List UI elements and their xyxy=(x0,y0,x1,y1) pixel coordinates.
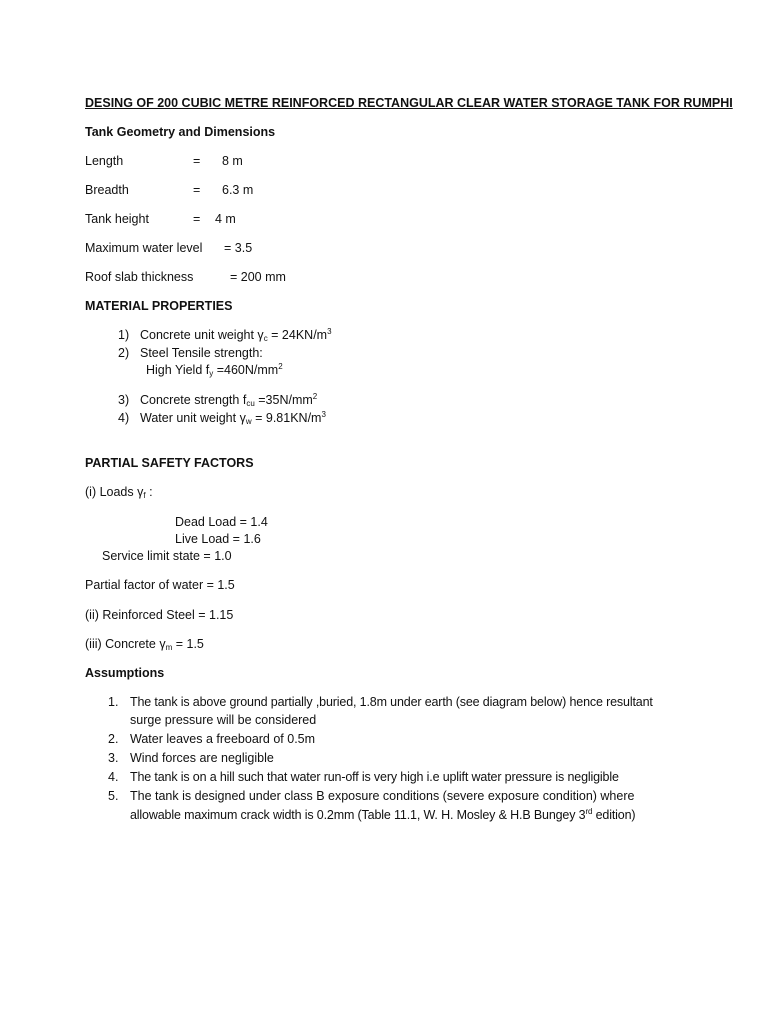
material-item-concrete-unit-weight xyxy=(118,327,332,343)
material-text: Water unit weight γ xyxy=(140,411,246,425)
geometry-value: 4 m xyxy=(215,212,236,226)
list-number: 2) xyxy=(118,346,130,360)
safety-text: = 1.5 xyxy=(172,637,204,651)
safety-water-factor: Partial factor of water = 1.5 xyxy=(85,578,235,592)
assumption-text: Water leaves a freeboard of 0.5m xyxy=(130,732,316,746)
material-text: =460N/mm xyxy=(213,363,279,377)
subscript: w xyxy=(245,417,252,426)
assumption-text-part: allowable maximum crack width is 0.2mm (Table 11.1, W. H. Mosley & H.B Bungey 3 xyxy=(130,808,586,822)
list-number: 1) xyxy=(118,328,130,342)
geometry-equals: = xyxy=(193,183,201,197)
material-item-steel-strength xyxy=(118,345,263,361)
geometry-label: Breadth xyxy=(85,183,129,197)
material-text: Steel Tensile strength: xyxy=(140,346,263,360)
list-number: 4. xyxy=(108,770,119,784)
material-item-water-unit-weight xyxy=(118,410,326,426)
safety-heading: PARTIAL SAFETY FACTORS xyxy=(85,456,254,470)
safety-dead-load: Dead Load = 1.4 xyxy=(175,515,268,529)
material-text: = 24KN/m xyxy=(267,328,328,342)
geometry-equals: = xyxy=(193,212,201,226)
assumption-text: surge pressure will be considered xyxy=(130,713,317,727)
material-text: = 9.81KN/m xyxy=(251,411,322,425)
superscript: 3 xyxy=(321,410,326,419)
assumption-text: The tank is on a hill such that water run-off is very high i.e uplift water pressure is negligible xyxy=(130,770,619,784)
material-text: High Yield f xyxy=(146,363,210,377)
geometry-label: Tank height xyxy=(85,212,149,226)
material-text: Concrete unit weight γ xyxy=(140,328,264,342)
list-number: 2. xyxy=(108,732,119,746)
list-number: 1. xyxy=(108,695,119,709)
safety-text: (iii) Concrete γ xyxy=(85,637,166,651)
assumption-text: The tank is above ground partially ,buried, 1.8m under earth (see diagram below) hence resultant xyxy=(130,695,653,709)
material-text: Concrete strength f xyxy=(140,393,247,407)
subscript: cu xyxy=(246,399,255,408)
list-number: 5. xyxy=(108,789,119,803)
geometry-heading: Tank Geometry and Dimensions xyxy=(85,125,276,139)
subscript: c xyxy=(263,334,268,343)
assumption-text xyxy=(130,807,635,823)
subscript: m xyxy=(165,643,173,652)
geometry-value: = 3.5 xyxy=(224,241,253,255)
safety-text: : xyxy=(145,485,153,499)
safety-loads xyxy=(85,484,153,500)
geometry-value: 6.3 m xyxy=(222,183,254,197)
safety-concrete-factor xyxy=(85,636,204,652)
geometry-label: Length xyxy=(85,154,124,168)
subscript: f xyxy=(143,491,146,500)
superscript: rd xyxy=(585,807,593,816)
assumption-text-part: edition) xyxy=(592,808,636,822)
materials-heading: MATERIAL PROPERTIES xyxy=(85,299,233,313)
safety-service-limit: Service limit state = 1.0 xyxy=(102,549,232,563)
list-number: 4) xyxy=(118,411,130,425)
superscript: 2 xyxy=(278,362,283,371)
assumption-text: The tank is designed under class B exposure conditions (severe exposure condition) where xyxy=(130,789,635,803)
assumptions-heading: Assumptions xyxy=(85,666,165,680)
assumption-text: Wind forces are negligible xyxy=(130,751,274,765)
geometry-equals: = xyxy=(193,154,201,168)
superscript: 3 xyxy=(327,327,332,336)
material-item-concrete-strength xyxy=(118,392,317,408)
safety-live-load: Live Load = 1.6 xyxy=(175,532,261,546)
geometry-value: 8 m xyxy=(222,154,243,168)
superscript: 2 xyxy=(312,392,318,401)
geometry-label: Roof slab thickness xyxy=(85,270,194,284)
geometry-value: = 200 mm xyxy=(230,270,286,284)
document-title: DESING OF 200 CUBIC METRE REINFORCED RECTANGULAR CLEAR WATER STORAGE TANK FOR RUMPHI xyxy=(85,96,733,110)
geometry-label: Maximum water level xyxy=(85,241,203,255)
material-item-high-yield xyxy=(146,362,283,378)
list-number: 3. xyxy=(108,751,119,765)
material-text: =35N/mm xyxy=(254,393,313,407)
list-number: 3) xyxy=(118,393,130,407)
subscript: y xyxy=(209,369,214,378)
safety-text: (i) Loads γ xyxy=(85,485,144,499)
safety-steel-factor: (ii) Reinforced Steel = 1.15 xyxy=(85,608,234,622)
